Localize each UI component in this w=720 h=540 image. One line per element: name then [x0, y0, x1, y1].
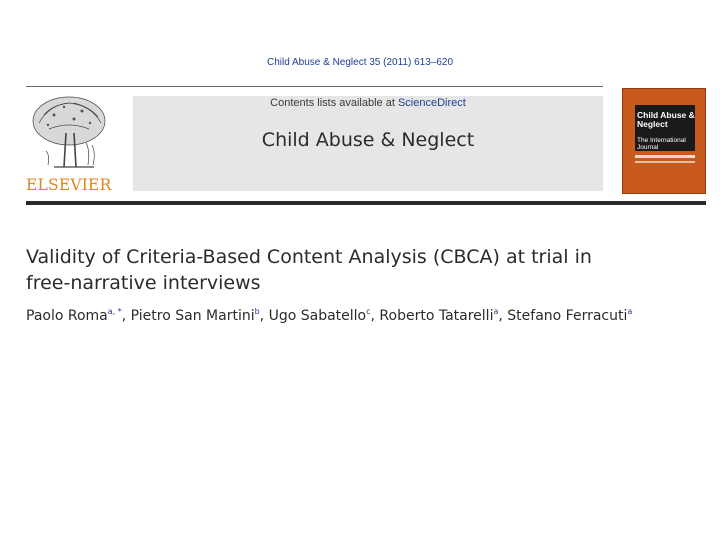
contents-prefix: Contents lists available at: [270, 97, 398, 109]
journal-banner: [133, 96, 603, 191]
author-name: Roberto Tatarelli: [379, 308, 494, 324]
sciencedirect-link[interactable]: ScienceDirect: [397, 97, 466, 109]
author-separator: ,: [498, 308, 508, 324]
header-thick-rule: [26, 201, 706, 205]
author-name: Ugo Sabatello: [268, 308, 367, 324]
author-affiliation[interactable]: a, *: [107, 307, 122, 316]
author-affiliation[interactable]: b: [254, 307, 260, 316]
contents-line: [133, 97, 603, 109]
article-title: [26, 244, 626, 296]
author-separator: ,: [370, 308, 380, 324]
author-list: [26, 307, 716, 324]
cover-stripe: [635, 155, 695, 158]
author-name: Pietro San Martini: [130, 308, 255, 324]
author-affiliation[interactable]: c: [366, 307, 371, 316]
cover-stripe-thin: [635, 161, 695, 163]
article-title-line-1: Validity of Criteria-Based Content Analysis (CBCA) at trial in: [26, 246, 592, 268]
article-title-line-2: free-narrative interviews: [26, 272, 261, 294]
journal-cover-image: [622, 88, 706, 194]
author-name: Paolo Roma: [26, 308, 108, 324]
author-affiliation[interactable]: a: [627, 307, 633, 316]
author-affiliation[interactable]: a: [493, 307, 499, 316]
publisher-name: ELSEVIER: [26, 176, 112, 194]
top-rule: [26, 86, 603, 87]
journal-citation: Child Abuse & Neglect 35 (2011) 613–620: [266, 57, 454, 68]
author-separator: ,: [121, 308, 131, 324]
journal-name: Child Abuse & Neglect: [261, 129, 475, 151]
cover-subtitle: The International Journal: [637, 137, 686, 151]
author-separator: ,: [259, 308, 269, 324]
author-name: Stefano Ferracuti: [507, 308, 628, 324]
cover-title: Child Abuse & Neglect: [637, 110, 695, 129]
